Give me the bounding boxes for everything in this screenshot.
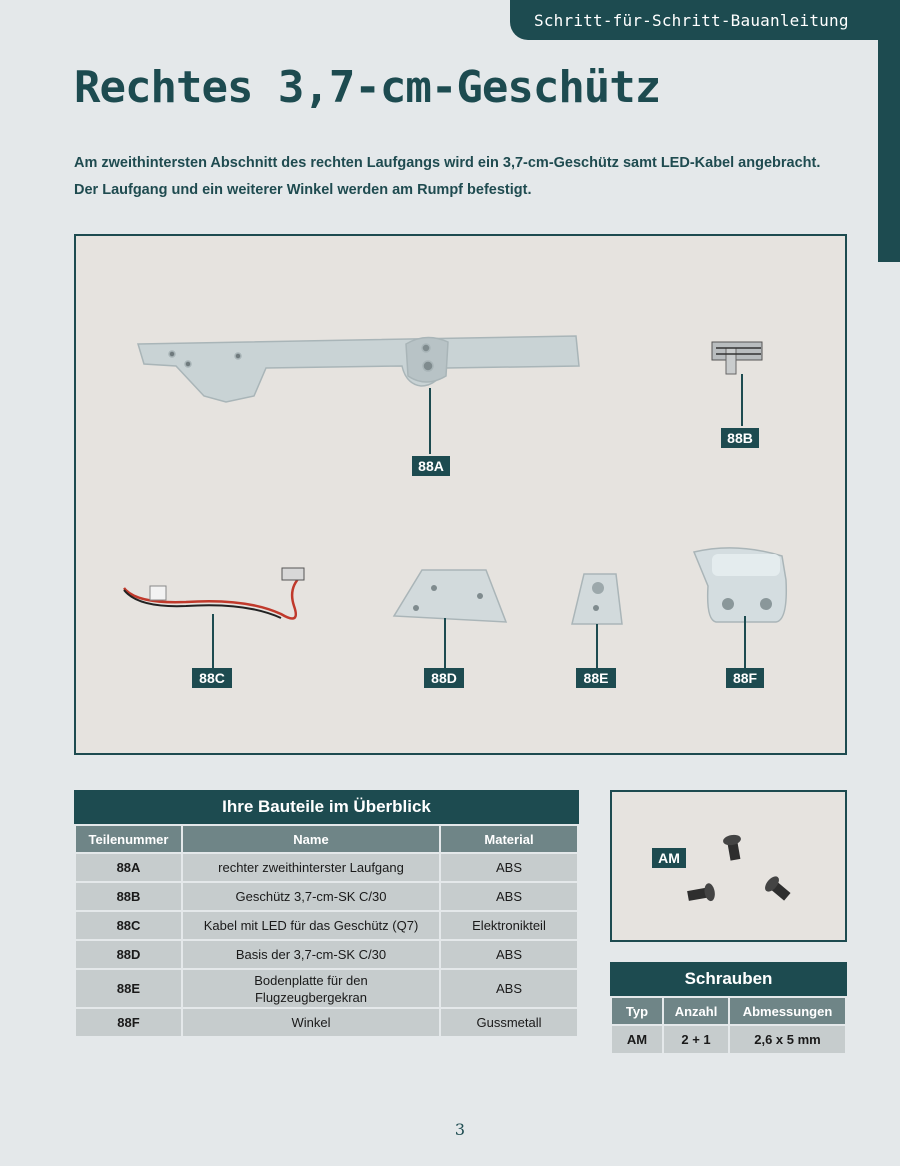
parts-photo <box>74 234 847 755</box>
table-row <box>75 911 578 940</box>
screw-type: AM <box>611 1025 663 1054</box>
part-number: 88A <box>75 853 182 882</box>
label-88f: 88F <box>726 668 764 688</box>
table-row <box>75 882 578 911</box>
parts-table <box>74 824 579 1038</box>
label-88d: 88D <box>424 668 464 688</box>
leader-88f <box>744 616 746 668</box>
part-name: Winkel <box>182 1008 440 1037</box>
part-88e-shape <box>572 574 622 624</box>
screws-illustration <box>612 792 845 940</box>
parts-table-title: Ihre Bauteile im Überblick <box>74 790 579 824</box>
intro-line-1: Am zweithintersten Abschnitt des rechten Laufgangs wird ein 3,7-cm-Geschütz samt LED-Kabel angebracht. <box>74 155 821 171</box>
part-material: ABS <box>440 882 578 911</box>
part-name: Geschütz 3,7-cm-SK C/30 <box>182 882 440 911</box>
header-type: Typ <box>611 997 663 1025</box>
table-row <box>75 1008 578 1037</box>
intro-line-2: Der Laufgang und ein weiterer Winkel werden am Rumpf befestigt. <box>74 182 532 198</box>
leader-88b <box>741 374 743 426</box>
table-row <box>75 969 578 1008</box>
part-name: Basis der 3,7-cm-SK C/30 <box>182 940 440 969</box>
leader-88d <box>444 618 446 668</box>
section-title: Schritt-für-Schritt-Bauanleitung <box>534 10 849 30</box>
part-number: 88F <box>75 1008 182 1037</box>
part-material: ABS <box>440 853 578 882</box>
part-material: ABS <box>440 969 578 1008</box>
label-am: AM <box>652 848 686 868</box>
table-row <box>75 940 578 969</box>
label-88c: 88C <box>192 668 232 688</box>
part-material: Gussmetall <box>440 1008 578 1037</box>
part-number: 88E <box>75 969 182 1008</box>
screw-count: 2 + 1 <box>663 1025 729 1054</box>
part-name: rechter zweithinterster Laufgang <box>182 853 440 882</box>
page-title: Rechtes 3,7-cm-Geschütz <box>74 62 661 113</box>
header-material: Material <box>440 825 578 853</box>
table-row <box>75 853 578 882</box>
part-number: 88C <box>75 911 182 940</box>
screws-table <box>610 996 847 1055</box>
part-name: Bodenplatte für den Flugzeugbergekran <box>182 969 440 1008</box>
parts-table-header <box>75 825 578 853</box>
part-number: 88B <box>75 882 182 911</box>
page-number: 3 <box>454 1120 466 1139</box>
part-88c-shape <box>124 568 304 619</box>
part-name: Kabel mit LED für das Geschütz (Q7) <box>182 911 440 940</box>
table-row <box>611 1025 846 1054</box>
section-header-tab <box>510 0 900 40</box>
screws-table-header <box>611 997 846 1025</box>
screws-table-title: Schrauben <box>610 962 847 996</box>
part-number: 88D <box>75 940 182 969</box>
screws-overview <box>610 962 847 1055</box>
part-88b-shape <box>712 342 762 374</box>
screws-photo <box>610 790 847 942</box>
screw-dimensions: 2,6 x 5 mm <box>729 1025 846 1054</box>
screw-1 <box>722 834 744 862</box>
leader-88c <box>212 614 214 668</box>
label-88a: 88A <box>412 456 450 476</box>
part-88f-shape <box>694 548 786 622</box>
screw-3 <box>762 874 793 904</box>
header-name: Name <box>182 825 440 853</box>
screw-2 <box>686 882 716 904</box>
part-material: ABS <box>440 940 578 969</box>
side-accent-bar <box>878 40 900 262</box>
header-count: Anzahl <box>663 997 729 1025</box>
leader-88a <box>429 388 431 454</box>
label-88b: 88B <box>721 428 759 448</box>
part-88d-shape <box>394 570 506 622</box>
header-dimensions: Abmessungen <box>729 997 846 1025</box>
leader-88e <box>596 624 598 668</box>
part-88a-shape <box>138 336 579 402</box>
label-88e: 88E <box>576 668 616 688</box>
parts-overview <box>74 790 579 1038</box>
part-material: Elektronikteil <box>440 911 578 940</box>
intro-text <box>74 150 854 204</box>
header-part-number: Teilenummer <box>75 825 182 853</box>
